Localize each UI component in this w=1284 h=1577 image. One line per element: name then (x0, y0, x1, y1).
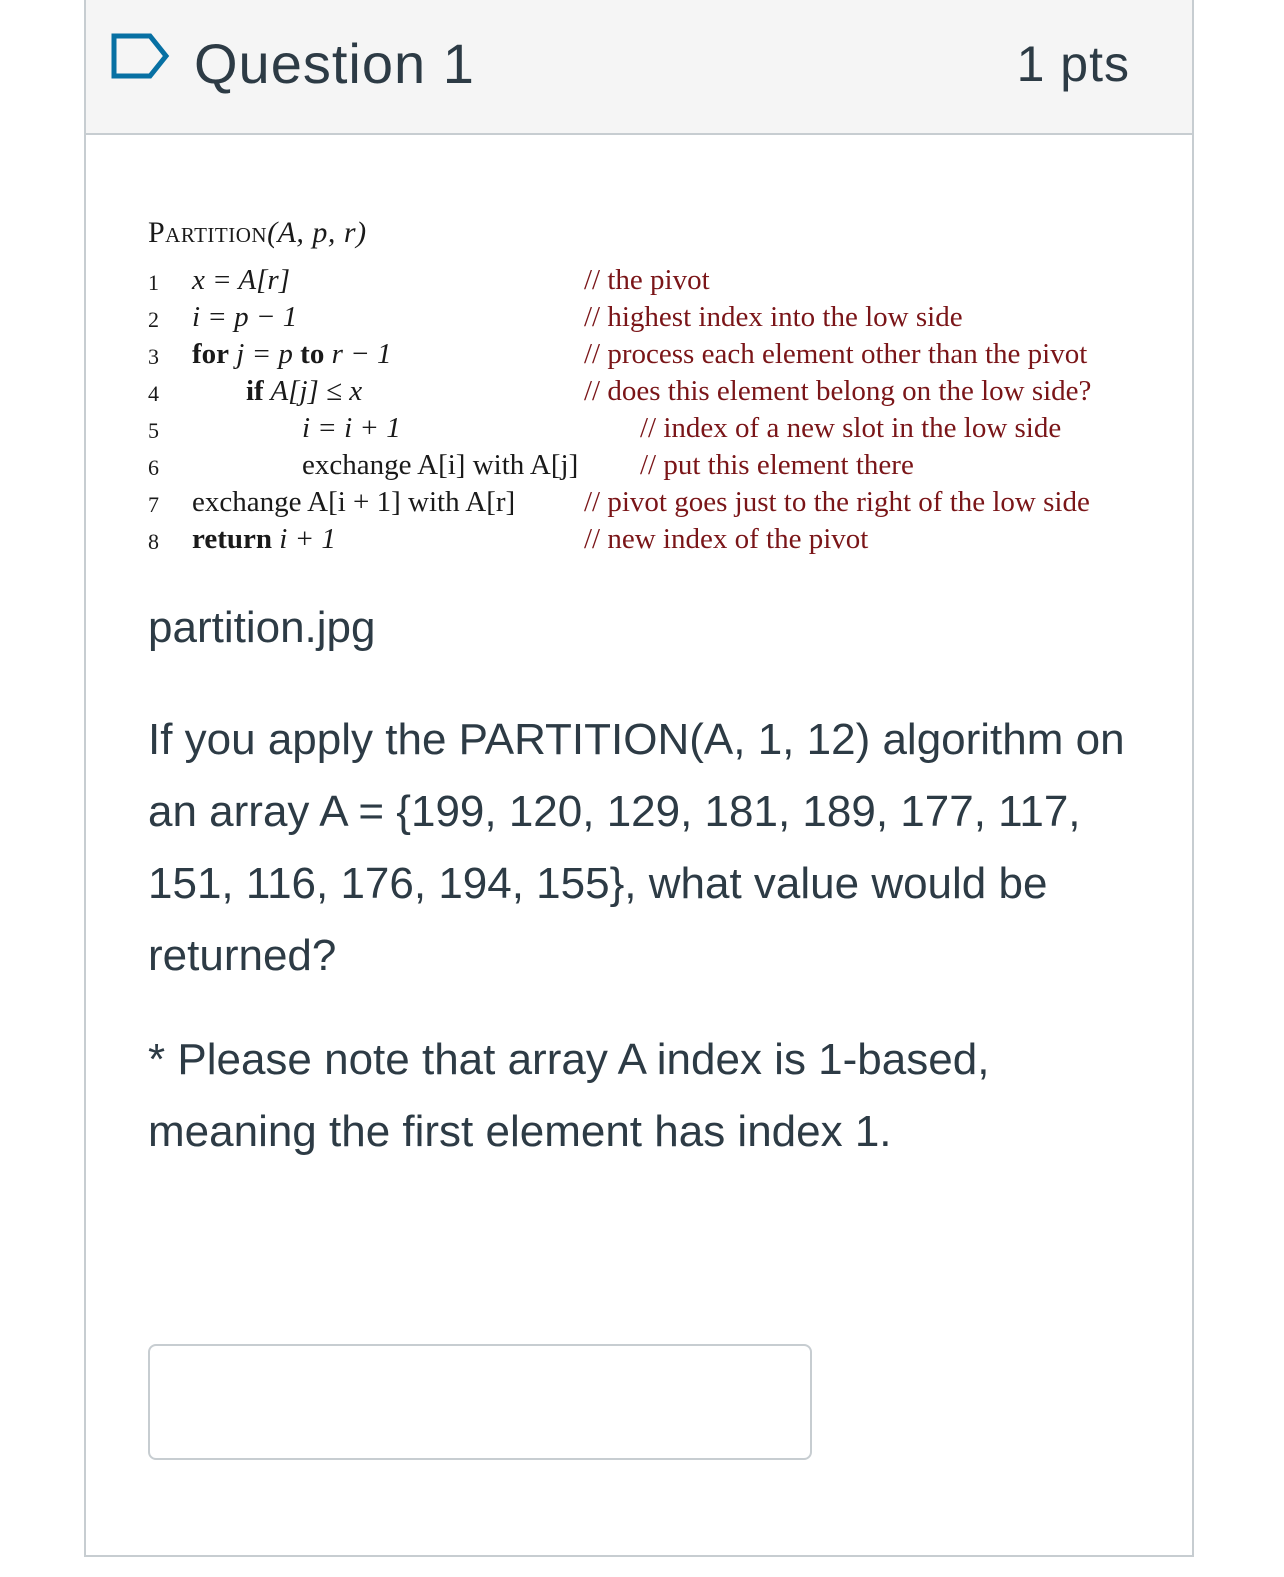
line-number: 6 (148, 455, 159, 480)
line-number: 1 (148, 270, 159, 295)
line-comment: // highest index into the low side (584, 301, 963, 333)
image-caption: partition.jpg (148, 603, 376, 652)
line-comment: // does this element belong on the low side? (584, 375, 1092, 407)
algorithm-line (148, 338, 1148, 374)
algorithm-line (148, 264, 1148, 300)
line-number: 7 (148, 492, 159, 517)
algorithm-name: Partition (148, 216, 268, 249)
algorithm-line (148, 486, 1148, 522)
line-comment: // pivot goes just to the right of the low side (584, 486, 1090, 518)
flag-question-icon[interactable] (110, 32, 172, 80)
line-code: for j = p to r − 1 (192, 338, 392, 370)
line-code: exchange A[i + 1] with A[r] (192, 486, 516, 518)
line-number: 2 (148, 307, 159, 332)
partition-algorithm-image (148, 216, 1148, 566)
line-comment: // new index of the pivot (584, 523, 869, 555)
algorithm-line (148, 523, 1148, 559)
answer-input[interactable] (148, 1344, 812, 1460)
line-code: exchange A[i] with A[j] (302, 449, 579, 481)
algorithm-title (148, 216, 367, 250)
line-number: 8 (148, 529, 159, 554)
question-note: * Please note that array A index is 1-based, meaning the first element has index 1. (148, 1035, 990, 1156)
question-card (84, 0, 1194, 1557)
algorithm-args: (A, p, r) (267, 216, 367, 249)
line-code: if A[j] ≤ x (246, 375, 363, 407)
algorithm-line (148, 449, 1148, 485)
question-header (86, 0, 1192, 135)
line-code: return i + 1 (192, 523, 336, 555)
line-code: i = i + 1 (302, 412, 401, 444)
line-comment: // index of a new slot in the low side (640, 412, 1062, 444)
line-comment: // put this element there (640, 449, 914, 481)
question-points: 1 pts (1016, 36, 1130, 92)
line-number: 3 (148, 344, 159, 369)
line-number: 5 (148, 418, 159, 443)
algorithm-line (148, 301, 1148, 337)
line-comment: // process each element other than the pivot (584, 338, 1088, 370)
algorithm-line (148, 412, 1148, 448)
line-number: 4 (148, 381, 159, 406)
question-prompt: If you apply the PARTITION(A, 1, 12) algorithm on an array A = {199, 120, 129, 181, 189, 177, 117, 151, 116, 176, 194, 155}, what value would be returned? (148, 715, 1125, 980)
line-code: x = A[r] (192, 264, 290, 296)
line-comment: // the pivot (584, 264, 710, 296)
algorithm-line (148, 375, 1148, 411)
question-title: Question 1 (194, 32, 475, 95)
line-code: i = p − 1 (192, 301, 298, 333)
